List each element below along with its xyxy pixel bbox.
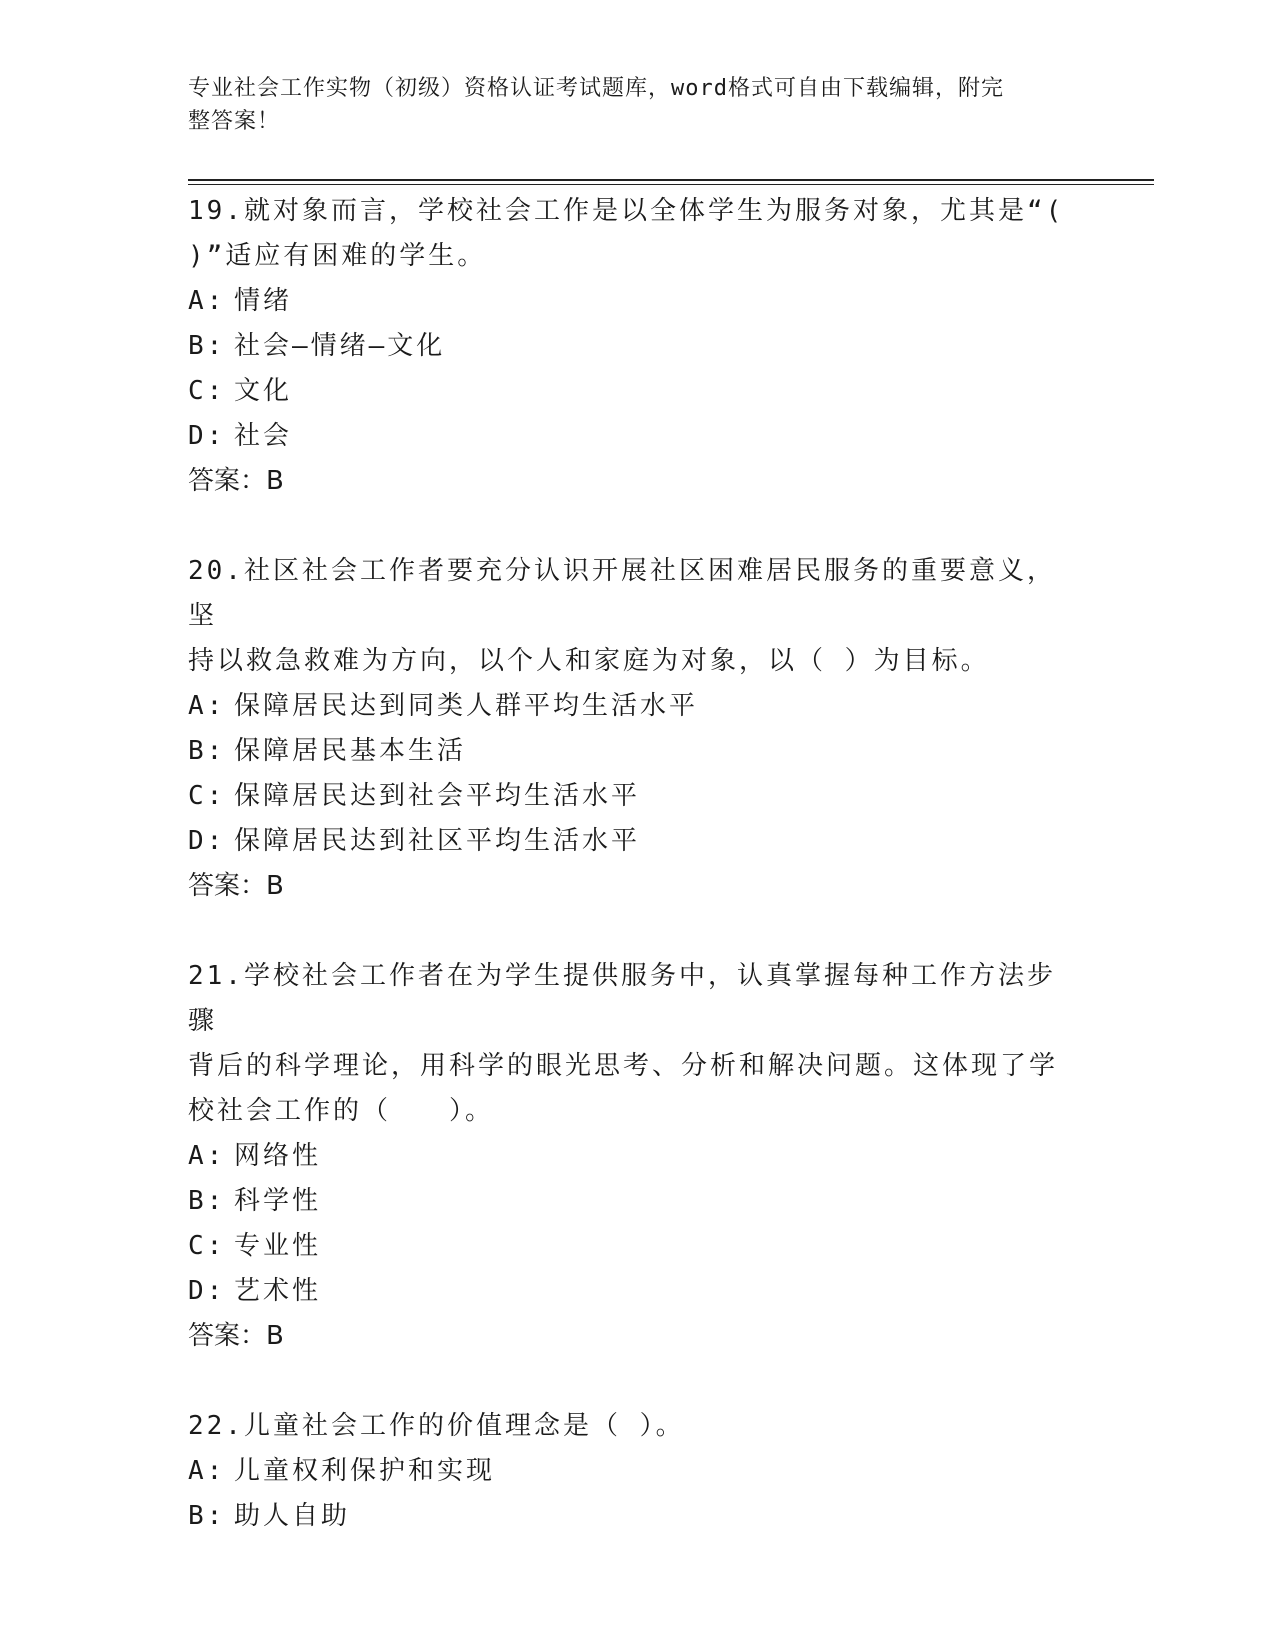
question-19-option-c <box>188 369 1088 414</box>
question-21 <box>188 954 1088 1359</box>
option-letter: D: <box>188 1276 226 1306</box>
question-19-option-b <box>188 324 1088 369</box>
question-19 <box>188 189 1088 504</box>
header-line-2: 整答案！ <box>188 109 281 134</box>
question-20-text <box>188 549 1068 684</box>
option-letter: A: <box>188 286 226 316</box>
question-21-answer: 答案：B <box>188 1321 284 1351</box>
option-letter: D: <box>188 826 226 856</box>
question-21-line-3: 校社会工作的（ ）。 <box>188 1096 495 1126</box>
option-text: 科学性 <box>234 1186 322 1216</box>
option-letter: D: <box>188 421 226 451</box>
question-21-text <box>188 954 1068 1134</box>
option-text: 保障居民基本生活 <box>234 736 467 766</box>
option-letter: C: <box>188 376 226 406</box>
header-line-1: 专业社会工作实物（初级）资格认证考试题库，word格式可自由下载编辑，附完 <box>188 76 1004 101</box>
option-text: 保障居民达到同类人群平均生活水平 <box>234 691 699 721</box>
question-22 <box>188 1404 1088 1539</box>
question-20-answer: 答案：B <box>188 871 284 901</box>
option-letter: B: <box>188 331 226 361</box>
option-text: 保障居民达到社区平均生活水平 <box>234 826 641 856</box>
question-21-line-1: 21.学校社会工作者在为学生提供服务中，认真掌握每种工作方法步骤 <box>188 961 1056 1036</box>
question-22-line-1: 22.儿童社会工作的价值理念是（ ）。 <box>188 1411 685 1441</box>
question-20-option-c <box>188 774 1088 819</box>
option-letter: A: <box>188 691 226 721</box>
option-text: 保障居民达到社会平均生活水平 <box>234 781 641 811</box>
option-letter: C: <box>188 781 226 811</box>
question-21-option-a <box>188 1134 1088 1179</box>
question-22-text <box>188 1404 1068 1449</box>
option-letter: B: <box>188 1186 226 1216</box>
question-19-answer: 答案：B <box>188 466 284 496</box>
question-21-line-2: 背后的科学理论，用科学的眼光思考、分析和解决问题。这体现了学 <box>188 1051 1059 1081</box>
option-letter: B: <box>188 1501 226 1531</box>
question-19-option-a <box>188 279 1088 324</box>
option-text: 文化 <box>234 376 293 406</box>
option-text: 社会—情绪—文化 <box>234 331 446 361</box>
option-text: 专业性 <box>234 1231 322 1261</box>
option-text: 情绪 <box>234 286 293 316</box>
option-text: 儿童权利保护和实现 <box>234 1456 496 1486</box>
question-21-option-c <box>188 1224 1088 1269</box>
question-20-option-d <box>188 819 1088 864</box>
option-letter: A: <box>188 1456 226 1486</box>
option-letter: C: <box>188 1231 226 1261</box>
question-19-line-1: 19.就对象而言，学校社会工作是以全体学生为服务对象，尤其是“( <box>188 196 1065 226</box>
option-text: 社会 <box>234 421 293 451</box>
option-letter: B: <box>188 736 226 766</box>
question-22-option-a <box>188 1449 1088 1494</box>
question-20-line-1: 20.社区社会工作者要充分认识开展社区困难居民服务的重要意义，坚 <box>188 556 1056 631</box>
question-19-text <box>188 189 1068 279</box>
question-19-line-2: )”适应有困难的学生。 <box>188 241 487 271</box>
question-20 <box>188 549 1088 909</box>
question-21-option-d <box>188 1269 1088 1314</box>
question-21-option-b <box>188 1179 1088 1224</box>
header-divider-thin <box>188 184 1154 185</box>
question-list <box>188 189 1088 1584</box>
question-20-option-a <box>188 684 1088 729</box>
option-letter: A: <box>188 1141 226 1171</box>
header-divider-thick <box>188 179 1154 181</box>
question-20-line-2: 持以救急救难为方向，以个人和家庭为对象，以（ ）为目标。 <box>188 646 990 676</box>
option-text: 艺术性 <box>234 1276 322 1306</box>
document-header <box>188 72 1068 138</box>
question-20-option-b <box>188 729 1088 774</box>
option-text: 助人自助 <box>234 1501 351 1531</box>
question-19-option-d <box>188 414 1088 459</box>
option-text: 网络性 <box>234 1141 322 1171</box>
question-22-option-b <box>188 1494 1088 1539</box>
